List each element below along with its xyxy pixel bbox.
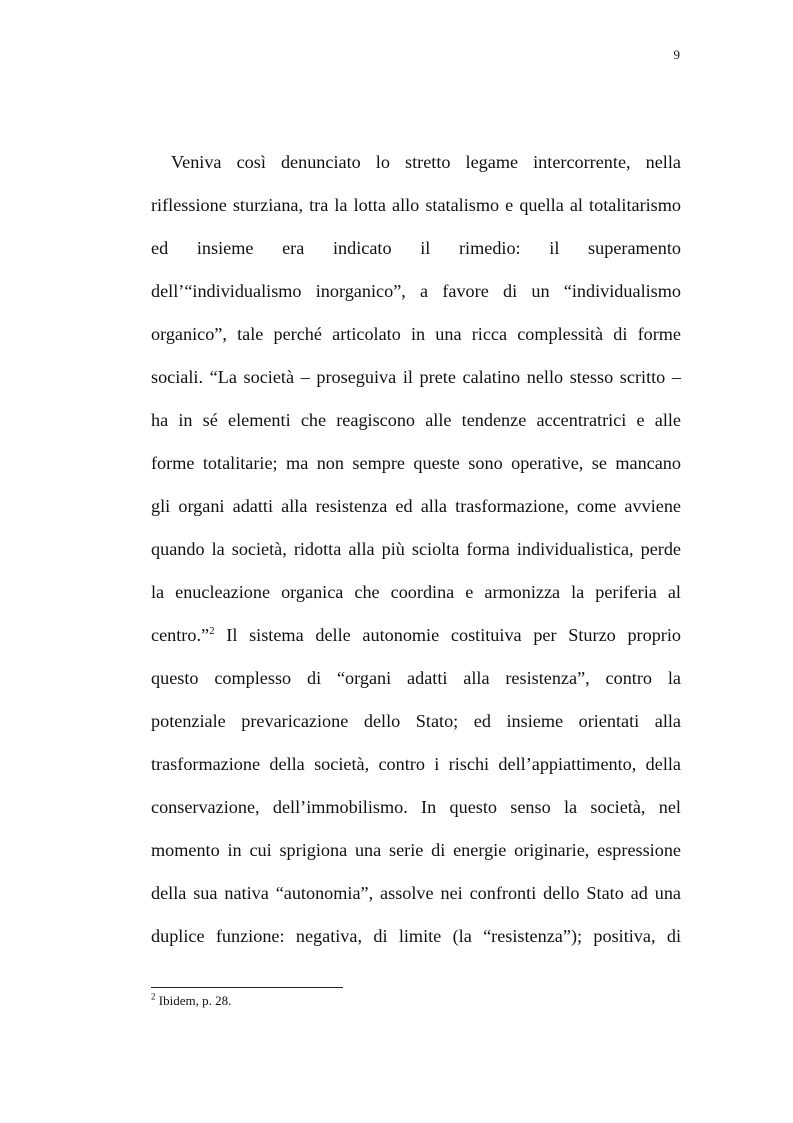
body-line: trasformazione della società, contro i rischi dell’appiattimento, della: [151, 754, 681, 774]
body-line: duplice funzione: negativa, di limite (la “resistenza”); positiva, di: [151, 926, 681, 946]
body-line-segment: centro.”: [151, 625, 210, 645]
body-line-segment: Il sistema delle autonomie costituiva per Sturzo proprio: [214, 625, 681, 645]
body-line: forme totalitarie; ma non sempre queste sono operative, se mancano: [151, 453, 681, 473]
body-line: dell’“individualismo inorganico”, a favore di un “individualismo: [151, 281, 681, 301]
body-line: ed insieme era indicato il rimedio: il superamento: [151, 238, 681, 258]
footnote: [151, 993, 231, 1009]
body-line: riflessione sturziana, tra la lotta allo statalismo e quella al totalitarismo: [151, 195, 681, 215]
body-line: della sua nativa “autonomia”, assolve nei confronti dello Stato ad una: [151, 883, 681, 903]
body-line: ha in sé elementi che reagiscono alle tendenze accentratrici e alle: [151, 410, 681, 430]
body-line: momento in cui sprigiona una serie di energie originarie, espressione: [151, 840, 681, 860]
body-line-with-footnote-ref: [151, 619, 681, 662]
body-line: conservazione, dell’immobilismo. In questo senso la società, nel: [151, 797, 681, 817]
footnote-divider: [151, 987, 343, 988]
footnote-text: Ibidem, p. 28.: [155, 993, 232, 1008]
footnote-reference[interactable]: 2: [209, 624, 215, 637]
page-number: 9: [673, 47, 680, 62]
body-line: potenziale prevaricazione dello Stato; ed insieme orientati alla: [151, 711, 681, 731]
body-line: sociali. “La società – proseguiva il prete calatino nello stesso scritto –: [151, 367, 681, 387]
body-line: organico”, tale perché articolato in una ricca complessità di forme: [151, 324, 681, 344]
body-line: questo complesso di “organi adatti alla resistenza”, contro la: [151, 668, 681, 688]
body-line: Veniva così denunciato lo stretto legame intercorrente, nella: [171, 152, 681, 172]
body-line: la enucleazione organica che coordina e armonizza la periferia al: [151, 582, 681, 602]
body-line: quando la società, ridotta alla più sciolta forma individualistica, perde: [151, 539, 681, 559]
footnote-mark: 2: [151, 991, 156, 1002]
body-text: [151, 146, 681, 963]
body-line: gli organi adatti alla resistenza ed alla trasformazione, come avviene: [151, 496, 681, 516]
